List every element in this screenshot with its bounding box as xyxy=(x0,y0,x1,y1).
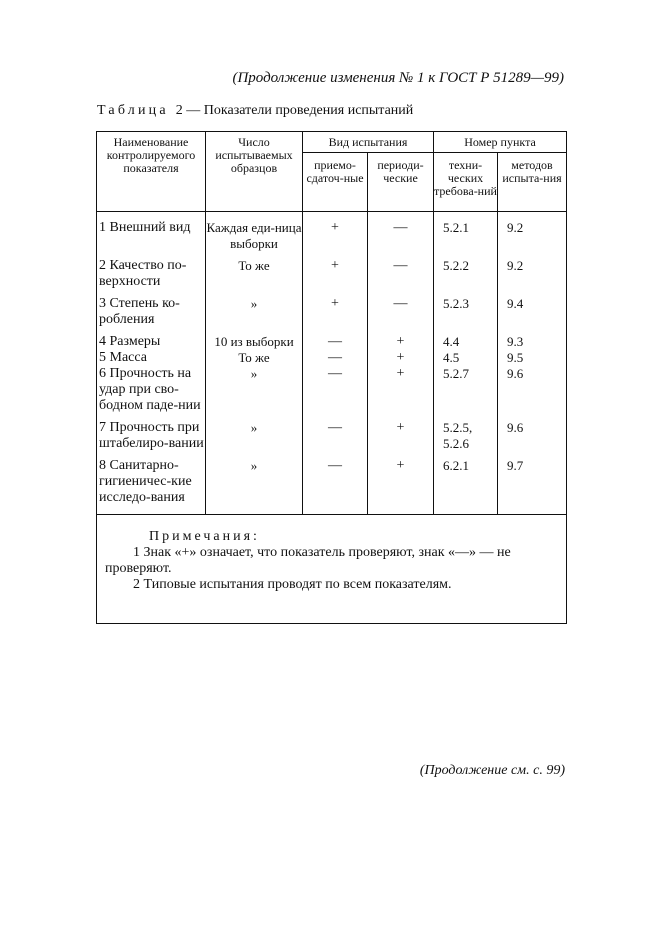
header-acceptance: приемо-сдаточ-ные xyxy=(303,153,368,212)
row-indicator-name: 3 Степень ко-робления xyxy=(97,290,206,328)
row-acceptance-mark: + xyxy=(303,290,368,328)
row-sample-count: » xyxy=(206,290,303,328)
table-row xyxy=(97,452,567,515)
row-periodic-mark: — xyxy=(368,252,434,290)
note-1: 1 Знак «+» означает, что показатель проверяют, знак «—» — не проверяют. xyxy=(105,545,511,576)
header-clause-number: Номер пункта xyxy=(434,132,567,153)
row-sample-count: Каждая еди-ница выборки xyxy=(206,212,303,253)
row-method-clause: 9.6 xyxy=(498,414,567,452)
row-periodic-mark: — xyxy=(368,212,434,253)
row-sample-count: То же xyxy=(206,350,303,366)
note-2: 2 Типовые испытания проводят по всем показателям. xyxy=(133,577,452,592)
row-indicator-name: 7 Прочность при штабелиро-вании xyxy=(97,414,206,452)
row-sample-count: » xyxy=(206,366,303,414)
row-method-clause: 9.4 xyxy=(498,290,567,328)
row-periodic-mark: + xyxy=(368,350,434,366)
test-indicators-table xyxy=(96,131,567,624)
table-row xyxy=(97,366,567,414)
row-technical-clause: 6.2.1 xyxy=(434,452,498,515)
row-acceptance-mark: — xyxy=(303,328,368,350)
row-method-clause: 9.6 xyxy=(498,366,567,414)
table-row xyxy=(97,350,567,366)
row-method-clause: 9.3 xyxy=(498,328,567,350)
table-row xyxy=(97,212,567,253)
row-indicator-name: 1 Внешний вид xyxy=(97,212,206,253)
table-row xyxy=(97,328,567,350)
page-footer: (Продолжение см. с. 99) xyxy=(419,763,565,778)
row-acceptance-mark: — xyxy=(303,366,368,414)
row-technical-clause: 4.5 xyxy=(434,350,498,366)
row-indicator-name: 2 Качество по-верхности xyxy=(97,252,206,290)
row-technical-clause: 4.4 xyxy=(434,328,498,350)
row-acceptance-mark: + xyxy=(303,212,368,253)
table-caption-title: — Показатели проведения испытаний xyxy=(186,103,414,118)
row-acceptance-mark: — xyxy=(303,350,368,366)
row-sample-count: » xyxy=(206,414,303,452)
row-periodic-mark: + xyxy=(368,414,434,452)
row-method-clause: 9.2 xyxy=(498,212,567,253)
row-periodic-mark: + xyxy=(368,366,434,414)
row-technical-clause: 5.2.7 xyxy=(434,366,498,414)
header-sample-count: Число испытываемых образцов xyxy=(206,132,303,212)
header-test-methods: методов испыта-ния xyxy=(498,153,567,212)
table-caption xyxy=(97,103,413,119)
table-caption-number: 2 xyxy=(175,103,183,118)
row-acceptance-mark: + xyxy=(303,252,368,290)
page-header: (Продолжение изменения № 1 к ГОСТ Р 51289—99) xyxy=(232,70,564,86)
table-row xyxy=(97,252,567,290)
notes-title: Примечания: xyxy=(149,529,260,544)
table-caption-label: Таблица xyxy=(97,103,169,118)
row-acceptance-mark: — xyxy=(303,452,368,515)
row-technical-clause: 5.2.1 xyxy=(434,212,498,253)
table-row xyxy=(97,290,567,328)
row-method-clause: 9.2 xyxy=(498,252,567,290)
row-periodic-mark: + xyxy=(368,328,434,350)
row-indicator-name: 4 Размеры xyxy=(97,328,206,350)
row-acceptance-mark: — xyxy=(303,414,368,452)
header-test-kind: Вид испытания xyxy=(303,132,434,153)
table-row xyxy=(97,414,567,452)
row-technical-clause: 5.2.2 xyxy=(434,252,498,290)
header-periodic: периоди-ческие xyxy=(368,153,434,212)
header-technical-requirements: техни-ческих требова-ний xyxy=(434,153,498,212)
row-technical-clause: 5.2.3 xyxy=(434,290,498,328)
row-method-clause: 9.5 xyxy=(498,350,567,366)
table-notes xyxy=(97,515,567,624)
row-periodic-mark: + xyxy=(368,452,434,515)
row-indicator-name: 5 Масса xyxy=(97,350,206,366)
row-periodic-mark: — xyxy=(368,290,434,328)
row-sample-count: 10 из выборки xyxy=(206,328,303,350)
row-sample-count: То же xyxy=(206,252,303,290)
row-indicator-name: 6 Прочность на удар при сво-бодном паде-нии xyxy=(97,366,206,414)
row-indicator-name: 8 Санитарно-гигиеничес-кие исследо-вания xyxy=(97,452,206,515)
row-sample-count: » xyxy=(206,452,303,515)
header-indicator-name: Наименование контролируемого показателя xyxy=(97,132,206,212)
row-technical-clause: 5.2.5, 5.2.6 xyxy=(434,414,498,452)
table-notes-row xyxy=(97,515,567,624)
row-method-clause: 9.7 xyxy=(498,452,567,515)
